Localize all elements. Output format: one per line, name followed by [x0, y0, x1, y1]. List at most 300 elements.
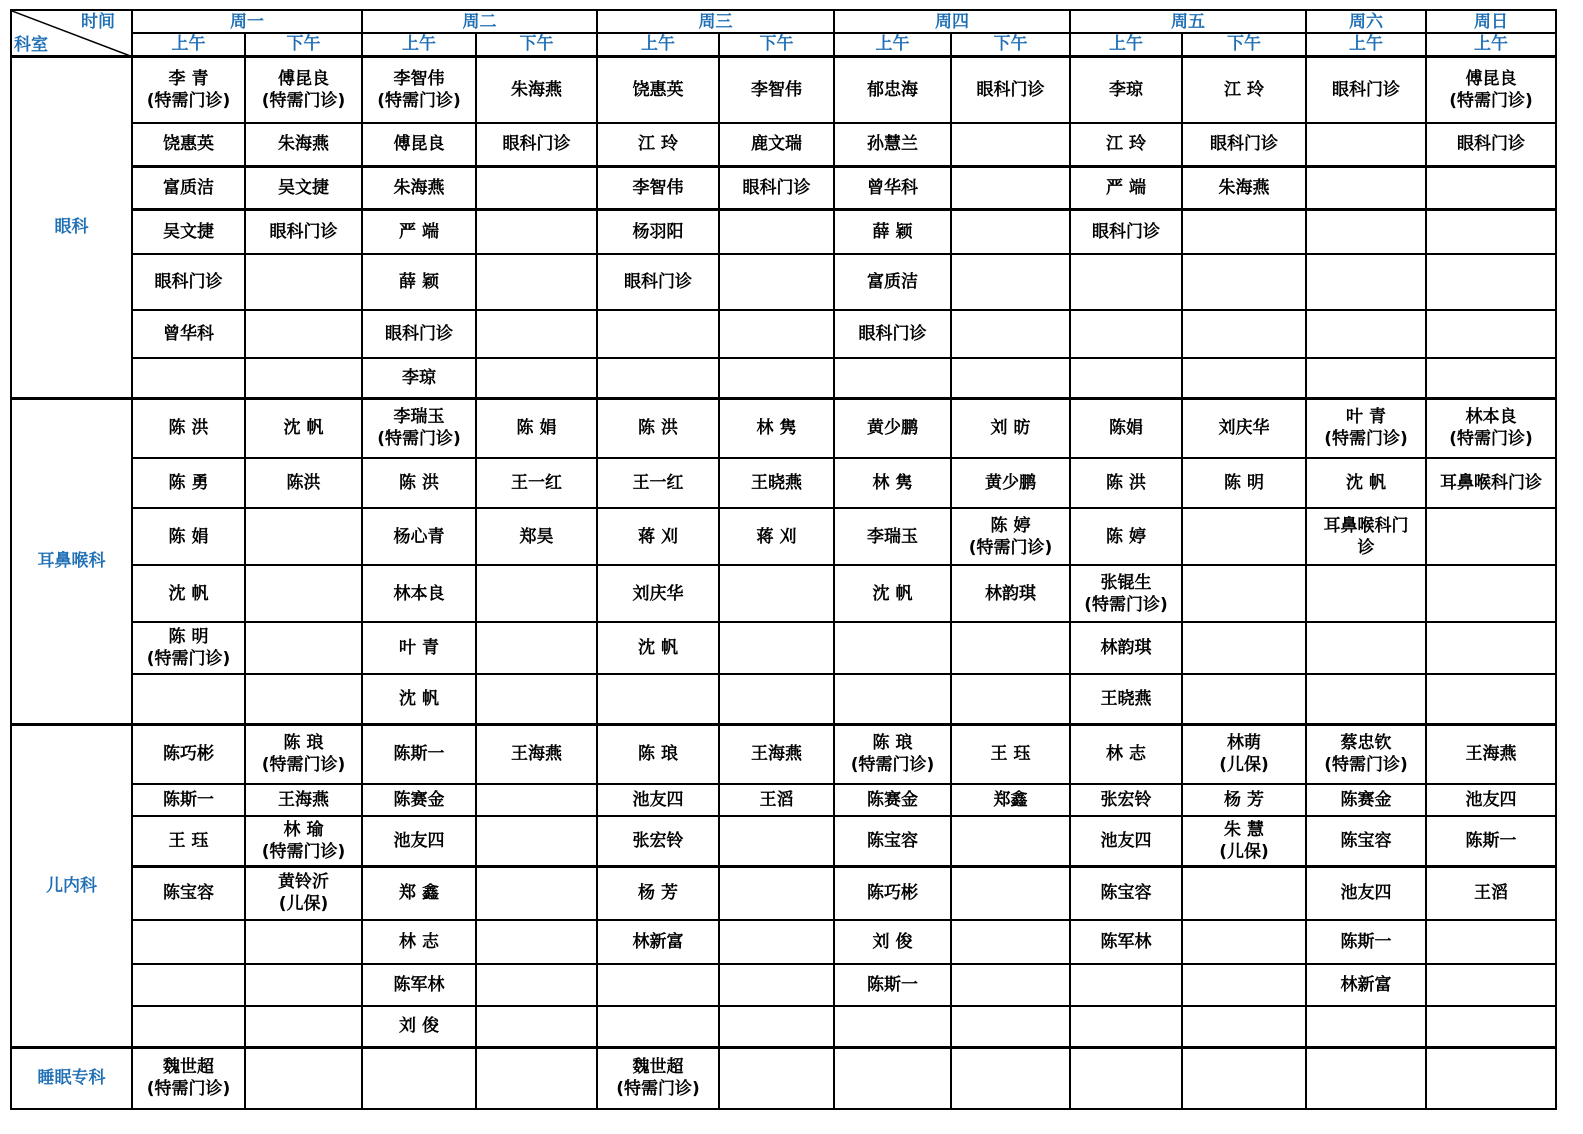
- session-header: 上午: [1306, 33, 1426, 56]
- schedule-cell: [951, 123, 1070, 166]
- schedule-cell: [834, 1047, 951, 1109]
- schedule-cell: 陈 琅 (特需门诊): [245, 724, 362, 784]
- schedule-row: [11, 358, 1556, 398]
- schedule-cell: 曾华科: [132, 310, 245, 358]
- schedule-cell: 李智伟 (特需门诊): [362, 56, 476, 123]
- schedule-cell: 鹿文瑞: [719, 123, 834, 166]
- schedule-cell: 张锟生 (特需门诊): [1070, 565, 1182, 622]
- schedule-cell: 林韵琪: [951, 565, 1070, 622]
- schedule-cell: [1426, 508, 1556, 565]
- schedule-cell: [719, 816, 834, 866]
- schedule-cell: [951, 1006, 1070, 1047]
- schedule-cell: 陈洪: [245, 458, 362, 508]
- schedule-cell: 傅昆良 (特需门诊): [245, 56, 362, 123]
- schedule-cell: 陈宝容: [1070, 866, 1182, 920]
- schedule-cell: [476, 674, 597, 724]
- department-label: 睡眠专科: [11, 1047, 132, 1109]
- schedule-cell: [1182, 674, 1306, 724]
- schedule-cell: [597, 358, 719, 398]
- schedule-cell: [476, 1006, 597, 1047]
- schedule-cell: [1306, 1047, 1426, 1109]
- schedule-cell: 郑鑫: [951, 784, 1070, 816]
- schedule-cell: 薛 颖: [362, 254, 476, 310]
- schedule-cell: 陈 明 (特需门诊): [132, 622, 245, 674]
- schedule-cell: [719, 209, 834, 254]
- schedule-cell: [476, 866, 597, 920]
- schedule-row: [11, 310, 1556, 358]
- day-header: 周二: [362, 10, 597, 33]
- schedule-cell: 曾华科: [834, 166, 951, 209]
- schedule-cell: [719, 565, 834, 622]
- schedule-cell: [1306, 1006, 1426, 1047]
- schedule-cell: [951, 816, 1070, 866]
- schedule-row: [11, 920, 1556, 964]
- schedule-cell: 李智伟: [597, 166, 719, 209]
- schedule-cell: 陈 洪: [132, 398, 245, 458]
- schedule-cell: 陈斯一: [1306, 920, 1426, 964]
- day-header: 周五: [1070, 10, 1306, 33]
- schedule-cell: 饶惠英: [597, 56, 719, 123]
- schedule-cell: [245, 622, 362, 674]
- schedule-cell: 李琼: [1070, 56, 1182, 123]
- schedule-cell: [1306, 209, 1426, 254]
- schedule-cell: [1426, 1006, 1556, 1047]
- schedule-cell: [476, 310, 597, 358]
- schedule-cell: [1182, 866, 1306, 920]
- session-header: 下午: [245, 33, 362, 56]
- schedule-cell: 江 玲: [1070, 123, 1182, 166]
- schedule-cell: [1070, 254, 1182, 310]
- schedule-cell: [476, 1047, 597, 1109]
- schedule-cell: [1306, 254, 1426, 310]
- schedule-cell: 眼科门诊: [132, 254, 245, 310]
- schedule-cell: 江 玲: [1182, 56, 1306, 123]
- schedule-cell: [245, 920, 362, 964]
- schedule-cell: [476, 920, 597, 964]
- corner-dept-label: 科室: [14, 34, 48, 55]
- schedule-cell: [132, 1006, 245, 1047]
- schedule-cell: 陈斯一: [132, 784, 245, 816]
- schedule-cell: 陈 勇: [132, 458, 245, 508]
- schedule-cell: [1182, 964, 1306, 1006]
- schedule-row: [11, 1006, 1556, 1047]
- schedule-cell: 陈 明: [1182, 458, 1306, 508]
- schedule-cell: 池友四: [1426, 784, 1556, 816]
- schedule-cell: [1426, 166, 1556, 209]
- schedule-cell: [719, 1006, 834, 1047]
- schedule-cell: [1182, 310, 1306, 358]
- schedule-cell: 耳鼻喉科门 诊: [1306, 508, 1426, 565]
- schedule-cell: 沈 帆: [132, 565, 245, 622]
- schedule-cell: [719, 1047, 834, 1109]
- schedule-cell: 陈巧彬: [834, 866, 951, 920]
- schedule-cell: 陈斯一: [1426, 816, 1556, 866]
- schedule-cell: [476, 565, 597, 622]
- schedule-cell: [719, 674, 834, 724]
- schedule-row: [11, 964, 1556, 1006]
- schedule-row: [11, 1047, 1556, 1109]
- session-header: 下午: [476, 33, 597, 56]
- schedule-cell: [1182, 920, 1306, 964]
- schedule-cell: [132, 964, 245, 1006]
- schedule-row: [11, 565, 1556, 622]
- schedule-cell: 陈斯一: [834, 964, 951, 1006]
- schedule-row: [11, 209, 1556, 254]
- session-header: 上午: [362, 33, 476, 56]
- schedule-cell: [1182, 358, 1306, 398]
- schedule-cell: 刘 俊: [834, 920, 951, 964]
- schedule-cell: [1306, 674, 1426, 724]
- schedule-cell: [1306, 310, 1426, 358]
- schedule-cell: 王海燕: [245, 784, 362, 816]
- schedule-cell: [1426, 920, 1556, 964]
- schedule-cell: [245, 964, 362, 1006]
- schedule-row: [11, 56, 1556, 123]
- schedule-cell: 严 端: [362, 209, 476, 254]
- schedule-cell: [951, 358, 1070, 398]
- schedule-cell: 眼科门诊: [245, 209, 362, 254]
- schedule-cell: 吴文捷: [245, 166, 362, 209]
- schedule-cell: [476, 784, 597, 816]
- schedule-cell: [719, 920, 834, 964]
- schedule-cell: [834, 622, 951, 674]
- schedule-cell: 耳鼻喉科门诊: [1426, 458, 1556, 508]
- schedule-cell: 江 玲: [597, 123, 719, 166]
- schedule-cell: 陈军林: [1070, 920, 1182, 964]
- schedule-cell: [245, 310, 362, 358]
- schedule-cell: 李智伟: [719, 56, 834, 123]
- schedule-cell: [719, 358, 834, 398]
- schedule-cell: [1426, 674, 1556, 724]
- schedule-cell: 蔡忠钦 (特需门诊): [1306, 724, 1426, 784]
- schedule-cell: 陈宝容: [834, 816, 951, 866]
- schedule-cell: 王一红: [597, 458, 719, 508]
- schedule-cell: 王海燕: [719, 724, 834, 784]
- schedule-cell: [1182, 1006, 1306, 1047]
- schedule-cell: [476, 622, 597, 674]
- schedule-cell: [245, 358, 362, 398]
- schedule-cell: 傅昆良: [362, 123, 476, 166]
- schedule-cell: 林 隽: [834, 458, 951, 508]
- schedule-cell: [1070, 1047, 1182, 1109]
- schedule-cell: 陈 婷 (特需门诊): [951, 508, 1070, 565]
- schedule-cell: 陈宝容: [1306, 816, 1426, 866]
- schedule-cell: [245, 254, 362, 310]
- schedule-cell: [951, 622, 1070, 674]
- schedule-cell: [1426, 209, 1556, 254]
- schedule-cell: 李瑞玉 (特需门诊): [362, 398, 476, 458]
- schedule-row: [11, 866, 1556, 920]
- day-header: 周日: [1426, 10, 1556, 33]
- schedule-cell: 黄少鹏: [951, 458, 1070, 508]
- schedule-cell: 沈 帆: [362, 674, 476, 724]
- schedule-cell: [597, 310, 719, 358]
- schedule-cell: 眼科门诊: [1182, 123, 1306, 166]
- session-header: 上午: [1070, 33, 1182, 56]
- schedule-cell: 朱 慧 (儿保): [1182, 816, 1306, 866]
- department-label: 儿内科: [11, 724, 132, 1047]
- schedule-cell: 沈 帆: [245, 398, 362, 458]
- department-label: 耳鼻喉科: [11, 398, 132, 724]
- schedule-cell: 刘庆华: [597, 565, 719, 622]
- schedule-cell: [834, 1006, 951, 1047]
- schedule-cell: [951, 866, 1070, 920]
- schedule-cell: [1426, 310, 1556, 358]
- schedule-cell: [476, 166, 597, 209]
- schedule-cell: [1426, 358, 1556, 398]
- department-label: 眼科: [11, 56, 132, 398]
- schedule-cell: 朱海燕: [1182, 166, 1306, 209]
- schedule-cell: 郑昊: [476, 508, 597, 565]
- schedule-cell: 林本良: [362, 565, 476, 622]
- schedule-cell: 王滔: [1426, 866, 1556, 920]
- schedule-row: [11, 622, 1556, 674]
- schedule-cell: 眼科门诊: [719, 166, 834, 209]
- schedule-cell: 富质洁: [132, 166, 245, 209]
- schedule-cell: 饶惠英: [132, 123, 245, 166]
- schedule-cell: 朱海燕: [476, 56, 597, 123]
- schedule-cell: [1426, 622, 1556, 674]
- schedule-cell: [1182, 508, 1306, 565]
- schedule-cell: [951, 674, 1070, 724]
- schedule-cell: [476, 254, 597, 310]
- schedule-cell: [834, 358, 951, 398]
- corner-header: [11, 10, 132, 56]
- schedule-cell: [245, 508, 362, 565]
- schedule-cell: 林新富: [597, 920, 719, 964]
- schedule-cell: 眼科门诊: [1306, 56, 1426, 123]
- day-header: 周三: [597, 10, 834, 33]
- schedule-cell: 魏世超 (特需门诊): [597, 1047, 719, 1109]
- schedule-cell: [1306, 358, 1426, 398]
- schedule-cell: 朱海燕: [245, 123, 362, 166]
- schedule-cell: 池友四: [1070, 816, 1182, 866]
- schedule-row: [11, 254, 1556, 310]
- schedule-cell: 池友四: [362, 816, 476, 866]
- schedule-cell: 王滔: [719, 784, 834, 816]
- schedule-cell: 黄少鹏: [834, 398, 951, 458]
- schedule-cell: 池友四: [1306, 866, 1426, 920]
- schedule-cell: 陈 洪: [362, 458, 476, 508]
- schedule-row: [11, 123, 1556, 166]
- schedule-cell: 林新富: [1306, 964, 1426, 1006]
- schedule-cell: [1306, 123, 1426, 166]
- schedule-cell: [1306, 622, 1426, 674]
- schedule-cell: [1070, 358, 1182, 398]
- schedule-cell: [1182, 209, 1306, 254]
- schedule-row: [11, 816, 1556, 866]
- schedule-cell: 张宏铃: [597, 816, 719, 866]
- schedule-cell: 吴文捷: [132, 209, 245, 254]
- schedule-cell: [951, 964, 1070, 1006]
- schedule-cell: 眼科门诊: [362, 310, 476, 358]
- schedule-row: [11, 458, 1556, 508]
- schedule-cell: 杨 芳: [597, 866, 719, 920]
- schedule-cell: 朱海燕: [362, 166, 476, 209]
- schedule-cell: 王晓燕: [719, 458, 834, 508]
- schedule-cell: 郁忠海: [834, 56, 951, 123]
- schedule-cell: 黄铃沂 (儿保): [245, 866, 362, 920]
- schedule-cell: 陈赛金: [1306, 784, 1426, 816]
- schedule-cell: 陈 洪: [1070, 458, 1182, 508]
- schedule-cell: 李瑞玉: [834, 508, 951, 565]
- schedule-cell: 沈 帆: [834, 565, 951, 622]
- schedule-cell: 陈 婷: [1070, 508, 1182, 565]
- schedule-cell: 蒋 刈: [719, 508, 834, 565]
- schedule-cell: [1426, 964, 1556, 1006]
- schedule-cell: [1070, 1006, 1182, 1047]
- schedule-cell: 刘 俊: [362, 1006, 476, 1047]
- session-header: 上午: [1426, 33, 1556, 56]
- schedule-cell: 眼科门诊: [597, 254, 719, 310]
- schedule-cell: 眼科门诊: [1426, 123, 1556, 166]
- schedule-cell: 王一红: [476, 458, 597, 508]
- schedule-cell: 林 隽: [719, 398, 834, 458]
- schedule-cell: [834, 674, 951, 724]
- corner-time-label: 时间: [81, 12, 115, 32]
- session-header: 上午: [834, 33, 951, 56]
- schedule-cell: [1070, 964, 1182, 1006]
- schedule-cell: 陈赛金: [834, 784, 951, 816]
- schedule-cell: 杨羽阳: [597, 209, 719, 254]
- schedule-row: [11, 674, 1556, 724]
- schedule-cell: 眼科门诊: [476, 123, 597, 166]
- session-header: 下午: [1182, 33, 1306, 56]
- session-header: 上午: [597, 33, 719, 56]
- schedule-cell: [1306, 565, 1426, 622]
- schedule-cell: 林 志: [362, 920, 476, 964]
- schedule-cell: 林 瑜 (特需门诊): [245, 816, 362, 866]
- schedule-cell: [719, 622, 834, 674]
- schedule-cell: 王 珏: [951, 724, 1070, 784]
- schedule-row: [11, 784, 1556, 816]
- schedule-cell: 陈 琅 (特需门诊): [834, 724, 951, 784]
- schedule-cell: [132, 358, 245, 398]
- schedule-cell: 魏世超 (特需门诊): [132, 1047, 245, 1109]
- schedule-cell: 严 端: [1070, 166, 1182, 209]
- schedule-cell: [476, 358, 597, 398]
- schedule-cell: 傅昆良 (特需门诊): [1426, 56, 1556, 123]
- schedule-cell: 王晓燕: [1070, 674, 1182, 724]
- schedule-cell: 陈军林: [362, 964, 476, 1006]
- schedule-cell: [951, 310, 1070, 358]
- schedule-cell: [719, 964, 834, 1006]
- schedule-cell: [476, 964, 597, 1006]
- schedule-cell: 陈斯一: [362, 724, 476, 784]
- schedule-cell: 陈 琅: [597, 724, 719, 784]
- schedule-cell: 富质洁: [834, 254, 951, 310]
- schedule-cell: [951, 1047, 1070, 1109]
- schedule-cell: 刘 昉: [951, 398, 1070, 458]
- schedule-cell: 薛 颖: [834, 209, 951, 254]
- schedule-cell: [476, 816, 597, 866]
- schedule-cell: 张宏铃: [1070, 784, 1182, 816]
- schedule-cell: 王海燕: [1426, 724, 1556, 784]
- schedule-cell: 杨 芳: [1182, 784, 1306, 816]
- schedule-row: [11, 508, 1556, 565]
- session-header: 上午: [132, 33, 245, 56]
- day-header: 周四: [834, 10, 1070, 33]
- schedule-cell: 郑 鑫: [362, 866, 476, 920]
- schedule-cell: [597, 674, 719, 724]
- schedule-row: [11, 398, 1556, 458]
- schedule-cell: 陈宝容: [132, 866, 245, 920]
- schedule-cell: [719, 866, 834, 920]
- schedule-cell: [1306, 166, 1426, 209]
- day-header: 周一: [132, 10, 362, 33]
- schedule-cell: 陈 娟: [132, 508, 245, 565]
- schedule-row: [11, 724, 1556, 784]
- schedule-cell: [951, 920, 1070, 964]
- schedule-cell: 眼科门诊: [951, 56, 1070, 123]
- day-header: 周六: [1306, 10, 1426, 33]
- schedule-cell: 眼科门诊: [1070, 209, 1182, 254]
- schedule-cell: [719, 310, 834, 358]
- schedule-cell: 眼科门诊: [834, 310, 951, 358]
- schedule-cell: 刘庆华: [1182, 398, 1306, 458]
- schedule-cell: [1426, 254, 1556, 310]
- schedule-cell: [1426, 1047, 1556, 1109]
- schedule-cell: 叶 青: [362, 622, 476, 674]
- schedule-cell: [245, 565, 362, 622]
- schedule-cell: [951, 254, 1070, 310]
- schedule-cell: 叶 青 (特需门诊): [1306, 398, 1426, 458]
- schedule-cell: 陈娟: [1070, 398, 1182, 458]
- schedule-cell: [1070, 310, 1182, 358]
- schedule-cell: 池友四: [597, 784, 719, 816]
- schedule-cell: [245, 674, 362, 724]
- schedule-cell: [1182, 1047, 1306, 1109]
- schedule-cell: 陈 洪: [597, 398, 719, 458]
- schedule-cell: [362, 1047, 476, 1109]
- session-header: 下午: [719, 33, 834, 56]
- schedule-cell: [597, 964, 719, 1006]
- schedule-cell: [951, 209, 1070, 254]
- schedule-cell: 林 志: [1070, 724, 1182, 784]
- schedule-cell: 陈赛金: [362, 784, 476, 816]
- schedule-cell: 林韵琪: [1070, 622, 1182, 674]
- schedule-cell: [1426, 565, 1556, 622]
- schedule-cell: 王 珏: [132, 816, 245, 866]
- schedule-cell: 蒋 刈: [597, 508, 719, 565]
- schedule-cell: 陈巧彬: [132, 724, 245, 784]
- clinic-schedule-table: [10, 9, 1557, 1110]
- schedule-cell: 李 青 (特需门诊): [132, 56, 245, 123]
- schedule-cell: [132, 920, 245, 964]
- session-header: 下午: [951, 33, 1070, 56]
- schedule-cell: [719, 254, 834, 310]
- schedule-cell: [1182, 622, 1306, 674]
- schedule-cell: [476, 209, 597, 254]
- schedule-cell: 孙慧兰: [834, 123, 951, 166]
- schedule-cell: 林本良 (特需门诊): [1426, 398, 1556, 458]
- schedule-cell: 沈 帆: [597, 622, 719, 674]
- schedule-cell: 林萌 (儿保): [1182, 724, 1306, 784]
- schedule-cell: [1182, 254, 1306, 310]
- schedule-cell: 王海燕: [476, 724, 597, 784]
- schedule-cell: [245, 1006, 362, 1047]
- schedule-row: [11, 166, 1556, 209]
- schedule-cell: [132, 674, 245, 724]
- schedule-cell: [951, 166, 1070, 209]
- schedule-cell: 杨心青: [362, 508, 476, 565]
- schedule-cell: 李琼: [362, 358, 476, 398]
- schedule-cell: 沈 帆: [1306, 458, 1426, 508]
- schedule-cell: [597, 1006, 719, 1047]
- schedule-cell: [1182, 565, 1306, 622]
- schedule-cell: 陈 娟: [476, 398, 597, 458]
- schedule-cell: [245, 1047, 362, 1109]
